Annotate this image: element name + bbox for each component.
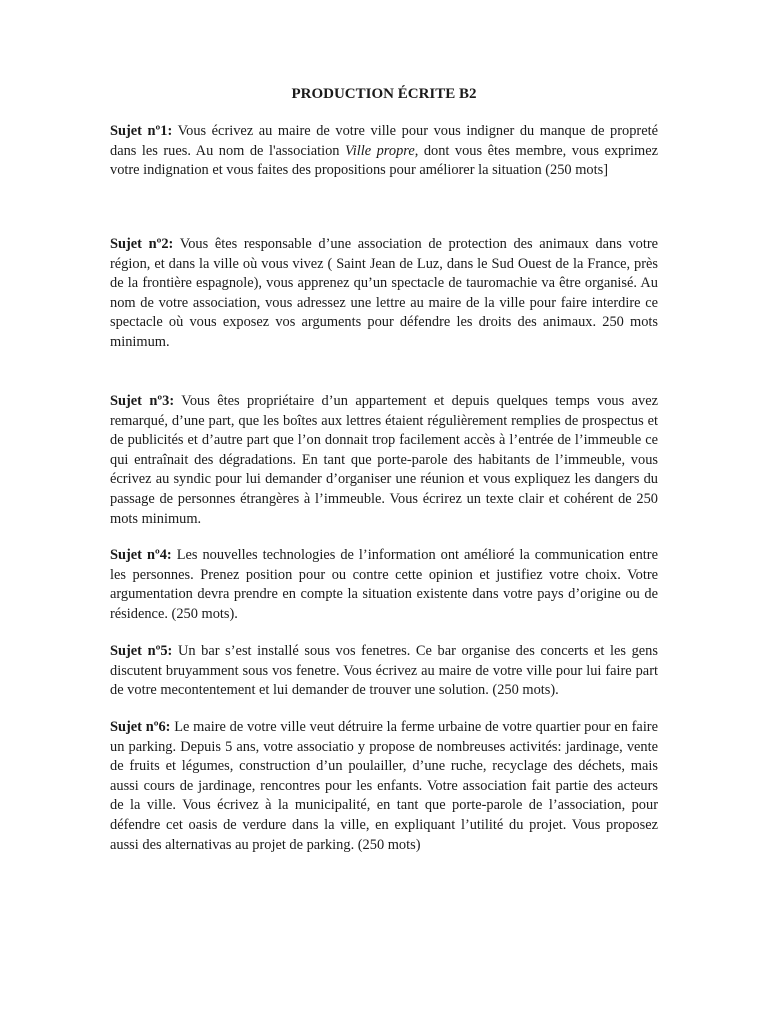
subject-5 xyxy=(110,642,658,701)
subject-2-label: Sujet nº2: xyxy=(110,236,174,252)
subject-1-association-name: Ville propre xyxy=(345,142,415,159)
subject-1-text-after: , dont vous êtes membre, vous exprimez votre indignation et vous faites des propositions pour améliorer la situation (250 mots] xyxy=(110,142,658,179)
subject-1-label: Sujet nº1: xyxy=(110,123,173,139)
page-title: PRODUCTION ÉCRITE B2 xyxy=(291,86,477,102)
subject-5-label: Sujet nº5: xyxy=(110,643,173,659)
subject-3 xyxy=(110,392,658,529)
subject-6-label: Sujet nº6: xyxy=(110,719,171,735)
subject-4-text: Les nouvelles technologies de l’information ont amélioré la communication entre les personnes. Prenez position pour ou contre cette opinion et justifiez votre choix. Votre argumentation devra prendre en compte la situation existente dans votre pays d’origine ou de résidence. (250 mots). xyxy=(110,547,658,622)
subject-5-text: Un bar s’est installé sous vos fenetres. Ce bar organise des concerts et les gens discutent bruyamment sous vos fenetre. Vous écrivez au maire de votre ville pour lui faire part de votre mecontentement et lui demander de trouver une solution. (250 mots). xyxy=(110,643,658,699)
subject-6 xyxy=(110,718,658,855)
subject-3-text: Vous êtes propriétaire d’un appartement et depuis quelques temps vous avez remarqué, d’une part, que les boîtes aux lettres étaient régulièrement remplies de prospectus et de publicités et d’autre part que l’on donnait trop facilement accès à l’entrée de l’immeuble ce qui entraînait des dégradations. En tant que porte-parole des habitants de l’immeuble, vous écrivez au syndic pour lui demander d’organiser une réunion et vous expliquez les dangers du passage de personnes étrangères à l’immeuble. Vous écrirez un texte clair et cohérent de 250 mots minimum. xyxy=(110,393,658,527)
subject-6-text: Le maire de votre ville veut détruire la ferme urbaine de votre quartier pour en faire un parking. Depuis 5 ans, votre associatio y propose de nombreuses activités: jardinage, vente de fruits et légumes, construction d’un poulailler, d’une ruche, recyclage des déchets, mais aussi cours de jardinage, rencontres pour les enfants. Votre association fait partie des acteurs de la ville. Vous écrivez à la municipalité, en tant que porte-parole de l’association, pour défendre cet oasis de verdure dans la ville, en expliquant l’utilité du projet. Vous proposez aussi des alternativas au projet de parking. (250 mots) xyxy=(110,719,658,853)
subject-1-text-before: Vous écrivez au maire de votre ville pour vous indigner du manque de propreté dans les rues. Au nom de l'association xyxy=(110,123,658,159)
subject-1 xyxy=(110,122,658,181)
subject-2-text: Vous êtes responsable d’une association de protection des animaux dans votre région, et dans la ville où vous vivez ( Saint Jean de Luz, dans le Sud Ouest de la France, près de la frontière espagnole), vous apprenez qu’un spectacle de tauromachie va être organisé. Au nom de votre association, vous adressez une lettre au maire de la ville pour faire interdire ce spectacle où vous exposez vos arguments pour défendre les droits des animaux. 250 mots minimum. xyxy=(110,236,658,350)
subject-4-label: Sujet nº4: xyxy=(110,547,172,563)
subject-4 xyxy=(110,546,658,624)
subject-2 xyxy=(110,235,658,353)
subject-3-label: Sujet nº3: xyxy=(110,393,175,409)
